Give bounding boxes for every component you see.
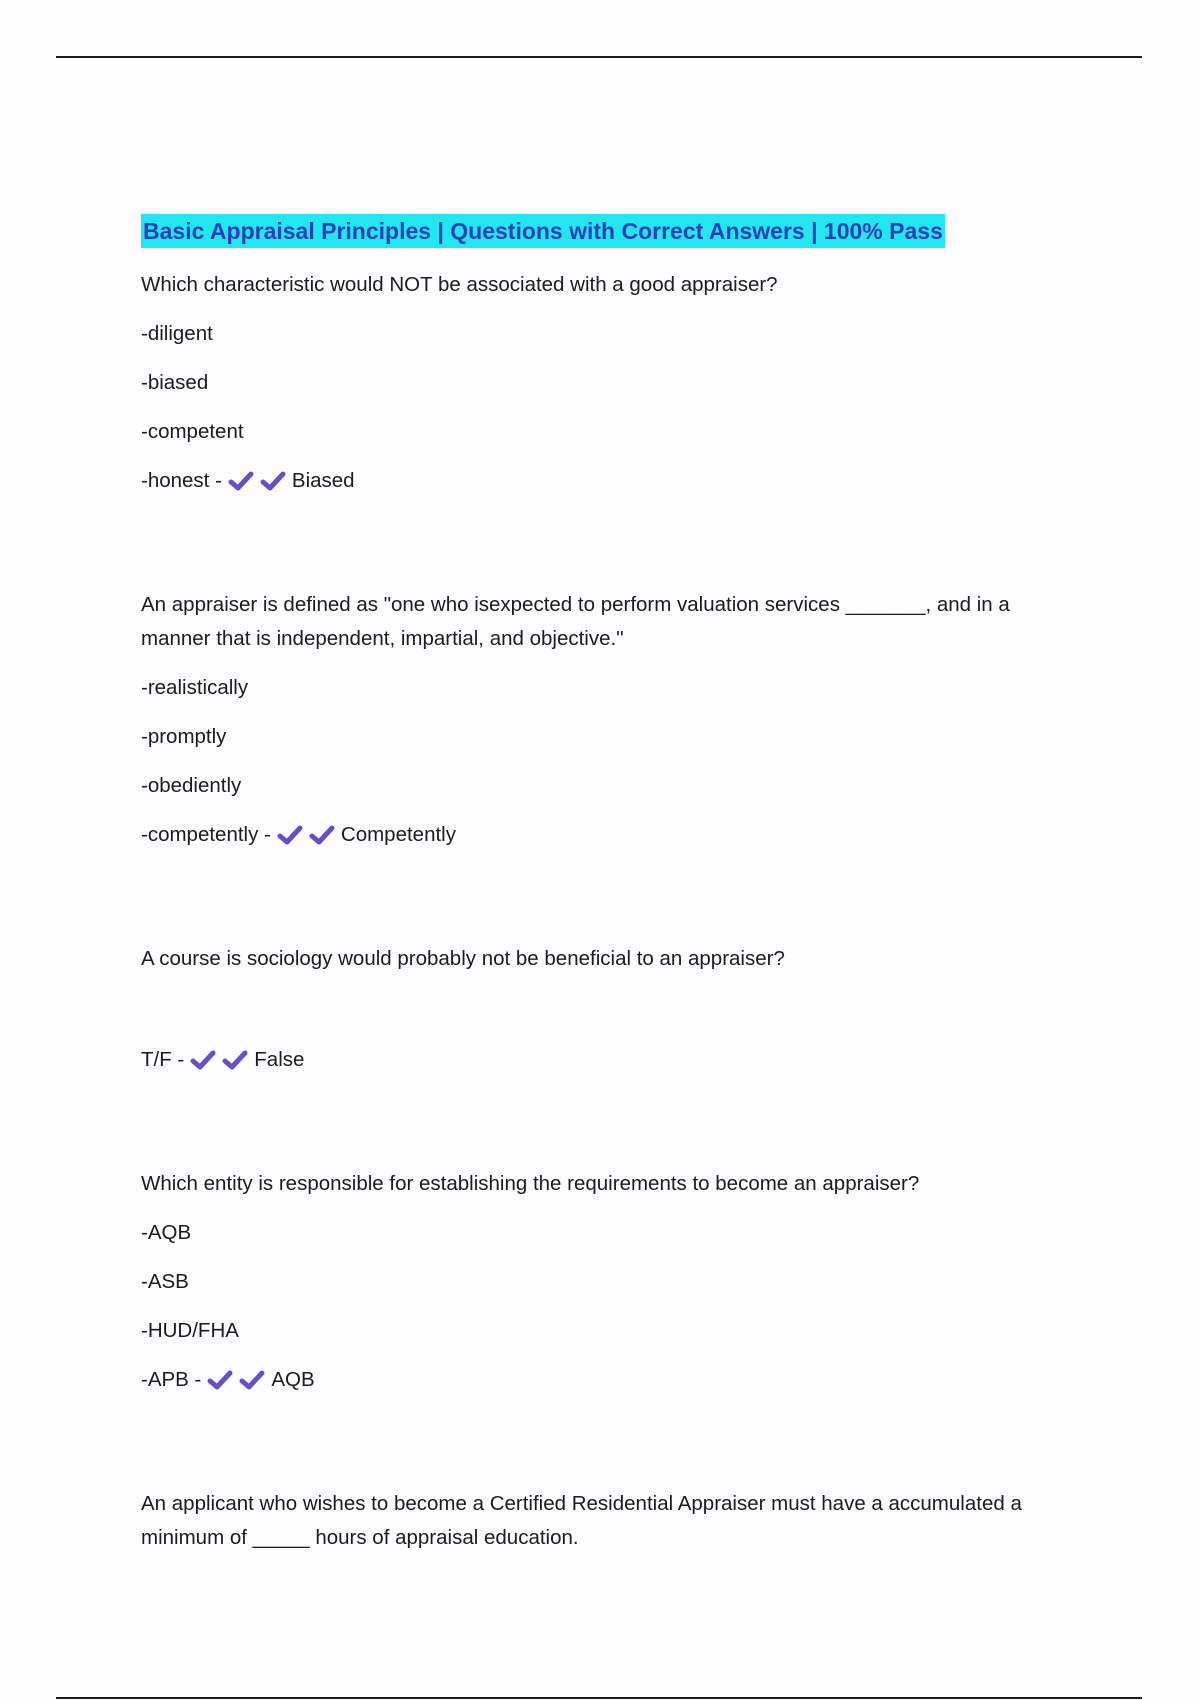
document-body: [141, 214, 1061, 1570]
correct-answer: False: [254, 1048, 305, 1071]
question-text: Which characteristic would NOT be associated with a good appraiser?: [141, 273, 778, 296]
question-block-5: [141, 1487, 1061, 1555]
option: -competent: [141, 420, 244, 443]
question-block-2: [141, 588, 1061, 852]
answer-line: [141, 1363, 1061, 1397]
checkmark-icon: [207, 1369, 233, 1391]
option: -competently -: [141, 823, 271, 846]
option: -diligent: [141, 322, 213, 345]
answer-line: [141, 1043, 1061, 1077]
question-text: An appraiser is defined as "one who isexpected to perform valuation services _______, and in a manner that is independent, impartial, and objective.": [141, 593, 1010, 650]
option: -biased: [141, 371, 209, 394]
option: -honest -: [141, 469, 222, 492]
checkmark-icon: [277, 824, 303, 846]
question-block-1: [141, 268, 1061, 498]
checkmark-icon: [260, 470, 286, 492]
option: -realistically: [141, 676, 249, 699]
correct-answer: AQB: [271, 1368, 315, 1391]
option: -obediently: [141, 774, 242, 797]
answer-line: [141, 818, 1061, 852]
checkmark-icon: [228, 470, 254, 492]
question-block-3: [141, 942, 1061, 1077]
option: -HUD/FHA: [141, 1319, 239, 1342]
option: -AQB: [141, 1221, 192, 1244]
question-block-4: [141, 1167, 1061, 1397]
option: -APB -: [141, 1368, 202, 1391]
question-text: An applicant who wishes to become a Certified Residential Appraiser must have a accumulated a minimum of _____ hours of appraisal education.: [141, 1492, 1022, 1549]
answer-line: [141, 464, 1061, 498]
bottom-rule: [56, 1697, 1142, 1699]
correct-answer: Biased: [291, 469, 355, 492]
correct-answer: Competently: [340, 823, 456, 846]
option: -promptly: [141, 725, 227, 748]
option: T/F -: [141, 1048, 185, 1071]
question-text: A course is sociology would probably not be beneficial to an appraiser?: [141, 947, 785, 970]
option: -ASB: [141, 1270, 189, 1293]
document-title: Basic Appraisal Principles | Questions with Correct Answers | 100% Pass: [141, 214, 945, 248]
question-text: Which entity is responsible for establishing the requirements to become an appraiser?: [141, 1172, 920, 1195]
top-rule: [56, 56, 1142, 58]
checkmark-icon: [309, 824, 335, 846]
checkmark-icon: [222, 1049, 248, 1071]
checkmark-icon: [190, 1049, 216, 1071]
checkmark-icon: [239, 1369, 265, 1391]
